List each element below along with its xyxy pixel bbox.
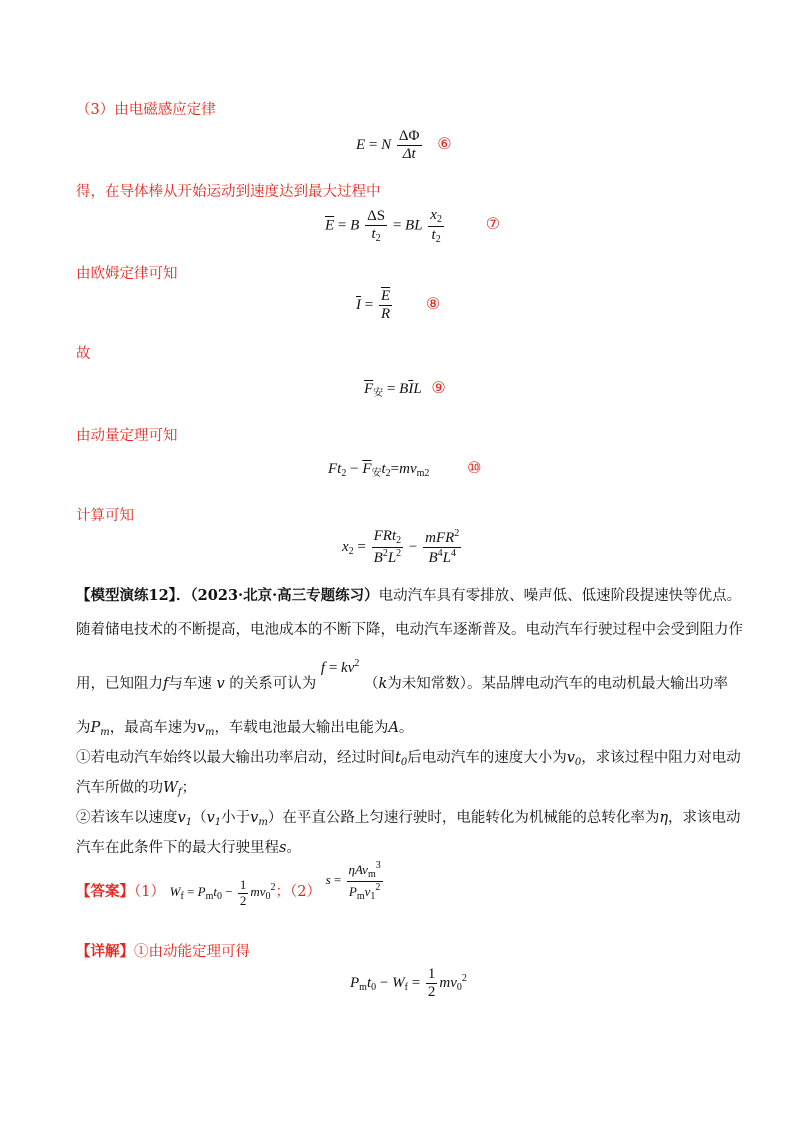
problem-line-4: 为$P_m$，最高车速为$v_m$，车载电池最大输出电能为A。 [76,720,414,738]
eq6-number: ⑥ [437,136,452,154]
problem-text-4c: ，车载电池最大输出电能为 [214,720,389,736]
detail-line [76,940,250,961]
equation-energy: $P_mt_0 - W_f$ = $\frac{1}{2}$ $mv_0^2$ [350,966,467,1001]
part3-heading: （3）由电磁感应定律 [76,102,216,118]
equation-6: E = N $\frac{\Delta\Phi}{\Delta t}$ ⑥ [356,128,452,163]
equation-8: $\overline{I}$ = $\frac{\overline{E}}{R}$ ⑧ [356,288,441,323]
problem-tag: 【模型演练12】 [76,587,176,604]
eq6-denominator: Δt [402,146,416,163]
equation-x2: $x_2$ = $\frac{FRt_2}{B^2L^2}$ − $\frac{mFR^2}{B^4L^4}$ [342,528,460,567]
answer-line: 【答案】（1） $W_f = P_mt_0$ − $\frac{1}{2}$ $mv_0^2$；（2） s = $\frac{\eta Av_m^3}{P_mv_1^2}$ [76,860,381,908]
q2-text-f: 汽车在此条件下的最大行驶里程 [76,840,279,856]
answer-part-1: （1） [134,883,165,900]
line-calc: 计算可知 [76,508,134,524]
q1-text-a: ①若电动汽车始终以最大输出功率启动，经过时间 [76,750,395,766]
eq7-denominator-1: t [371,225,376,242]
problem-text-4d: 。 [398,720,414,736]
eq7-numerator-2: x [430,207,437,223]
equation-7: $\overline{E} = B$ $\frac{\Delta S}{t_2}$ = BL $\frac{x_2}{t_2}$ ⑦ [325,207,501,245]
problem-line-3: 用，已知阻力f与车速 v 的关系可认为 $f = kv^2$ （k为未知常数）。某品牌电动汽车的电动机最大输出功率 [76,658,729,692]
eq8-number: ⑧ [425,296,441,314]
detail-tag: 【详解】 [76,943,134,960]
q1-text-d: 汽车所做的功 [76,780,163,796]
problem-line-2: 随着储电技术的不断提高，电池成本的不断下降，电动汽车逐渐普及。电动汽车行驶过程中会受到阻力作 [76,622,743,638]
eq7-numerator-1: ΔS [365,208,387,226]
q2-text-a: ②若该车以速度 [76,810,178,826]
problem-line-1 [76,584,741,605]
problem-source: ．（2023·北京·高三专题练习） [175,587,379,604]
equation-9: $\overline{F}_安 = B\overline{I}L$ ⑨ [364,380,446,399]
eq9-number: ⑨ [431,380,446,397]
line-so: 故 [76,346,91,362]
line-average: 得，在导体棒从开始运动到速度达到最大过程中 [76,184,381,200]
problem-text-3d: （ [363,676,379,692]
q1-text-b: 后电动汽车的速度大小为 [407,750,567,766]
question-1-line-2: 汽车所做的功$W_f$； [76,780,197,798]
problem-text-3a: 用，已知阻力 [76,676,163,692]
answer-separator: ；（2） [275,883,321,900]
eq7-number: ⑦ [485,216,501,234]
q2-text-g: 。 [286,840,301,856]
q2-text-d: ）在平直公路上匀速行驶时，电能转化为机械能的总转化率为 [267,810,660,826]
line-momentum: 由动量定理可知 [76,428,178,444]
line-ohm: 由欧姆定律可知 [76,266,178,282]
answer-tag: 【答案】 [76,882,134,900]
eq6-numerator: ΔΦ [397,128,422,146]
equation-10: $Ft_2 - \overline{F}_安t_2=mv_{m2}$ ⑩ [328,460,482,479]
eq10-number: ⑩ [467,460,482,477]
q2-text-b: （ [192,810,207,826]
detail-text: ①由动能定理可得 [134,944,250,960]
problem-text-4a: 为 [76,720,91,736]
question-2-line-1: ②若该车以速度$v_1(v_1$小于$v_m$）在平直公路上匀速行驶时，电能转化为机械能的总转化率为η，求该电动 [76,810,741,828]
problem-text-3c: 的关系可认为 [229,676,317,692]
problem-text-3b: 与车速 [168,676,212,692]
problem-text-1: 电动汽车具有零排放、噪声低、低速阶段提速快等优点。 [378,588,742,604]
question-1-line-1: ①若电动汽车始终以最大输出功率启动，经过时间$t_0$后电动汽车的速度大小为$v_0$，求该过程中阻力对电动 [76,750,741,768]
question-2-line-2: 汽车在此条件下的最大行驶里程s。 [76,840,301,856]
q1-text-c: ，求该过程中阻力对电动 [581,750,741,766]
q2-text-e: ，求该电动 [668,810,741,826]
q1-text-e: ； [181,780,197,796]
q2-text-c: 小于 [221,810,251,826]
problem-text-3e: 为未知常数）。某品牌电动汽车的电动机最大输出功率 [387,676,729,692]
problem-text-4b: ，最高车速为 [109,720,197,736]
eq7-denominator-2: t [431,226,436,243]
